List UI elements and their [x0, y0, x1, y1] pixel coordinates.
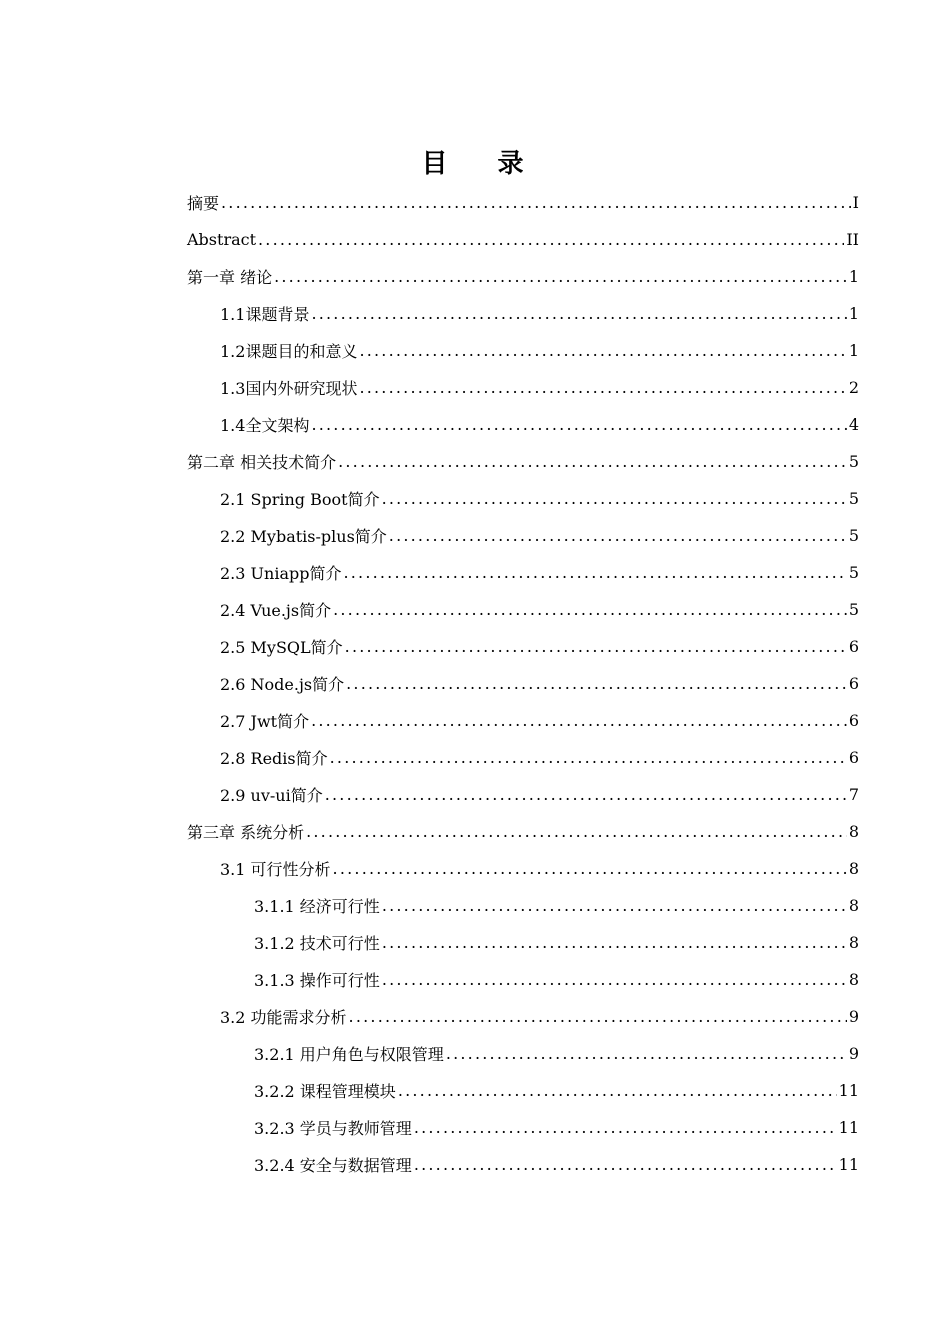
toc-entry-page: 4 [848, 415, 859, 434]
toc-leader-dots [311, 711, 847, 730]
toc-entry-page: 5 [848, 489, 859, 508]
toc-entry-text: 3.2 功能需求分析 [220, 1008, 347, 1027]
toc-entry-page: 8 [848, 933, 859, 952]
toc-entry-text: 1.3国内外研究现状 [220, 379, 358, 398]
toc-leader-dots [382, 896, 847, 915]
toc-entry[interactable] [220, 406, 859, 443]
toc-entry-text: 第一章 绪论 [187, 268, 273, 287]
toc-entry-text: 2.2 Mybatis-plus简介 [220, 527, 387, 546]
toc-entry[interactable] [220, 739, 859, 776]
toc-leader-dots [338, 452, 847, 471]
toc-leader-dots [414, 1155, 837, 1174]
toc-entry-page: 9 [848, 1007, 859, 1026]
toc-leader-dots [359, 378, 846, 397]
toc-entry[interactable] [220, 480, 859, 517]
toc-entry-page: 5 [848, 563, 859, 582]
toc-leader-dots [274, 267, 847, 286]
toc-entry[interactable] [220, 295, 859, 332]
toc-entry-page: 6 [848, 711, 859, 730]
toc-leader-dots [398, 1081, 837, 1100]
toc-entry-page: 8 [848, 970, 859, 989]
toc-leader-dots [345, 637, 847, 656]
toc-entry-text: 3.1.2 技术可行性 [254, 934, 380, 953]
toc-entry-text: 3.1 可行性分析 [220, 860, 331, 879]
toc-leader-dots [343, 563, 846, 582]
toc-entry[interactable] [254, 1035, 859, 1072]
toc-entry-text: 1.1课题背景 [220, 305, 310, 324]
toc-entry[interactable] [220, 702, 859, 739]
toc-entry-text: 2.1 Spring Boot简介 [220, 490, 380, 509]
toc-entry[interactable] [187, 184, 859, 221]
toc-leader-dots [311, 415, 846, 434]
toc-leader-dots [414, 1118, 837, 1137]
toc-leader-dots [221, 193, 851, 212]
toc-entry[interactable] [254, 1072, 859, 1109]
toc-entry-page: II [846, 230, 859, 249]
toc-leader-dots [346, 674, 847, 693]
toc-entry[interactable] [220, 591, 859, 628]
toc-entry-page: 8 [848, 896, 859, 915]
toc-entry-text: 3.1.1 经济可行性 [254, 897, 380, 916]
toc-entry-page: 9 [848, 1044, 859, 1063]
toc-entry-page: 11 [838, 1081, 859, 1100]
toc-leader-dots [311, 304, 846, 323]
toc-entry-text: 2.7 Jwt简介 [220, 712, 310, 731]
toc-entry-page: 11 [838, 1155, 859, 1174]
toc-entry[interactable] [220, 665, 859, 702]
toc-entry[interactable] [187, 813, 859, 850]
toc-leader-dots [382, 933, 847, 952]
toc-leader-dots [306, 822, 847, 841]
toc-entry[interactable] [220, 998, 859, 1035]
toc-entry-text: 1.4全文架构 [220, 416, 310, 435]
toc-entry-page: 5 [848, 600, 859, 619]
toc-leader-dots [325, 785, 847, 804]
toc-leader-dots [389, 526, 847, 545]
toc-entry[interactable] [254, 961, 859, 998]
toc-entry[interactable] [220, 517, 859, 554]
toc-entry-text: 3.2.1 用户角色与权限管理 [254, 1045, 444, 1064]
toc-entry-text: 3.2.4 安全与数据管理 [254, 1156, 412, 1175]
toc-entry-page: 11 [838, 1118, 859, 1137]
toc-entry[interactable] [254, 1146, 859, 1183]
toc-leader-dots [359, 341, 846, 360]
toc-leader-dots [330, 748, 847, 767]
toc-entry[interactable] [220, 332, 859, 369]
toc-entry[interactable] [220, 776, 859, 813]
toc-entry-text: 2.5 MySQL简介 [220, 638, 343, 657]
toc-entry-text: 2.4 Vue.js简介 [220, 601, 332, 620]
toc-entry-page: 8 [848, 822, 859, 841]
toc-entry-page: 5 [848, 526, 859, 545]
toc-leader-dots [382, 489, 847, 508]
toc-entry-text: 2.3 Uniapp简介 [220, 564, 342, 583]
toc-entry-page: 5 [848, 452, 859, 471]
toc-entry-page: 6 [848, 674, 859, 693]
toc-entry[interactable] [254, 924, 859, 961]
toc-entry-page: 1 [848, 341, 859, 360]
toc-entry-text: 2.8 Redis简介 [220, 749, 328, 768]
toc-entry[interactable] [187, 221, 859, 258]
toc-entry-text: 2.9 uv-ui简介 [220, 786, 323, 805]
toc-leader-dots [333, 600, 847, 619]
toc-entry-page: 2 [848, 378, 859, 397]
toc-entry-page: 1 [848, 267, 859, 286]
toc-entry-text: 3.1.3 操作可行性 [254, 971, 380, 990]
toc-entry[interactable] [254, 887, 859, 924]
toc-entry-page: 8 [848, 859, 859, 878]
toc-entry-text: 3.2.3 学员与教师管理 [254, 1119, 412, 1138]
toc-entry-text: 1.2课题目的和意义 [220, 342, 358, 361]
toc-entry-page: 6 [848, 637, 859, 656]
toc-leader-dots [349, 1007, 847, 1026]
toc-leader-dots [258, 230, 844, 249]
toc-entry[interactable] [254, 1109, 859, 1146]
toc-entry-page: I [852, 193, 859, 212]
toc-entry[interactable] [220, 850, 859, 887]
toc-entry[interactable] [187, 443, 859, 480]
toc-entry-text: 3.2.2 课程管理模块 [254, 1082, 396, 1101]
toc-entry-text: 第二章 相关技术简介 [187, 453, 337, 472]
toc-entry[interactable] [187, 258, 859, 295]
toc-entry-page: 7 [848, 785, 859, 804]
toc-leader-dots [382, 970, 847, 989]
toc-title: 目录 [421, 149, 574, 179]
toc-entry-text: 第三章 系统分析 [187, 823, 305, 842]
toc-entry[interactable] [220, 554, 859, 591]
toc-entry[interactable] [220, 628, 859, 665]
toc-entry-page: 6 [848, 748, 859, 767]
toc-entry[interactable] [220, 369, 859, 406]
toc-leader-dots [333, 859, 847, 878]
toc-entry-text: 摘要 [187, 194, 220, 213]
toc-entry-page: 1 [848, 304, 859, 323]
toc-entry-text: 2.6 Node.js简介 [220, 675, 345, 694]
toc-entry-text: Abstract [187, 230, 257, 249]
toc-leader-dots [446, 1044, 847, 1063]
